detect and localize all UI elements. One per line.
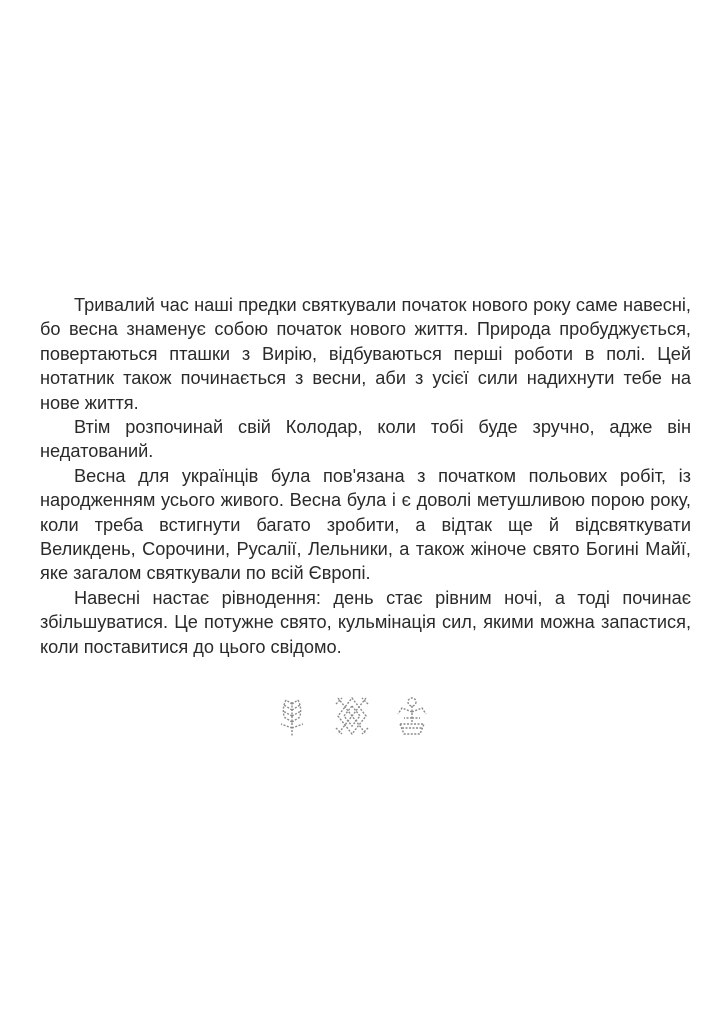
flower-pot-icon — [392, 694, 432, 738]
ornament-row — [272, 692, 432, 740]
paragraph-1: Тривалий час наші предки святкували початок нового року саме навесні, бо весна знаменує собою початок нового життя. Природа пробуджується, повертаються пташки з Вирію, відбуваються перші роботи в полі. Цей нотатник також починається з весни, аби з усієї сили надихнути тебе на нове життя. — [40, 295, 691, 413]
wheat-sprig-icon — [272, 694, 312, 738]
paragraph-3: Весна для українців була пов'язана з початком польових робіт, із народженням усього живого. Весна була і є доволі метушливою порою року, коли треба встигнути багато зробити, а відтак ще й відсвяткувати Великдень, Сорочини, Русалії, Лельники, а також жіноче свято Богині Майї, яке загалом святкували по всій Європі. — [40, 465, 691, 584]
paragraph-2: Втім розпочинай свій Колодар, коли тобі буде зручно, адже він недатований. — [40, 417, 691, 462]
intro-text — [40, 293, 691, 659]
paragraph-4: Навесні настає рівнодення: день стає рівним ночі, а тоді починає збільшуватися. Це потужне свято, кульмінація сил, якими можна запастися, коли поставитися до цього свідомо. — [40, 587, 691, 657]
diamond-lattice-icon — [332, 694, 372, 738]
